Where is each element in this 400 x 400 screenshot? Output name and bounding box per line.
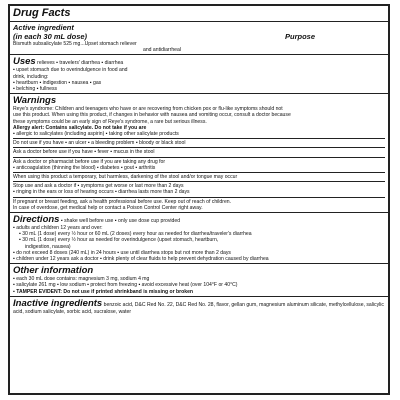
directions-line: ▪ 30 mL (1 dose) every ½ hour or 60 mL (2 doses) every hour as needed for diarrhea/traveler's diarrhea <box>19 231 252 238</box>
uses-line: ▪ belching ▪ fullness <box>13 86 58 93</box>
ask-doctor-line: Ask a doctor before use if you have ▪ fever ▪ mucus in the stool <box>13 149 155 156</box>
pregnancy-line: In case of overdose, get medical help or contact a Poison Control Center right away. <box>13 204 203 211</box>
panel-title: Drug Facts <box>13 7 71 19</box>
directions-line: ▪ shake well before use ▪ only use dose cup provided <box>60 218 181 225</box>
stop-use-line: ▪ ringing in the ears or loss of hearing occurs ▪ diarrhea lasts more than 2 days <box>13 189 190 196</box>
reye-line: these symptoms could be an early sign of Reye's syndrome, a rare but serious illness. <box>13 118 207 125</box>
do-not-use-line: Do not use if you have ▪ an ulcer ▪ a bleeding problem ▪ bloody or black stool <box>13 140 186 147</box>
active-ingredient-line: Bismuth subsalicylate 525 mg...Upset stomach reliever <box>13 41 137 47</box>
other-line: ▪ salicylate 261 mg ▪ low sodium ▪ protect from freezing ▪ avoid excessive heat (over 104°F or 40°C) <box>13 282 238 289</box>
active-heading: Active ingredient <box>13 23 74 32</box>
other-line: ▪ each 30 mL dose contains: magnesium 3 mg, sodium 4 mg <box>13 276 150 283</box>
ask-pharmacist-line: ▪ anticoagulation (thinning the blood) ▪ diabetes ▪ gout ▪ arthritis <box>13 164 156 171</box>
active-ingredient-section <box>13 22 385 54</box>
inactive-heading: Inactive ingredients <box>13 297 103 309</box>
directions-section <box>13 213 385 263</box>
warnings-heading: Warnings <box>13 95 57 107</box>
ask-pharmacist-line: Ask a doctor or pharmacist before use if you are taking any drug for <box>13 158 166 165</box>
drug-facts-panel <box>8 4 390 395</box>
allergy-heading: Allergy alert: Contains salicylate. Do not take if you are <box>13 124 147 131</box>
other-line: ▪ TAMPER EVIDENT: Do not use if printed shrinkband is missing or broken <box>13 288 194 295</box>
directions-line: ▪ 30 mL (1 dose) every ½ hour as needed for overindulgence (upset stomach, heartburn, <box>19 237 219 244</box>
uses-section <box>13 55 385 93</box>
purpose-heading: Purpose <box>284 32 315 41</box>
reye-line: use this product. When using this product, if changes in behavior with nausea and vomiting occur, consult a doctor because <box>13 112 291 119</box>
directions-line: ▪ adults and children 12 years and over: <box>13 225 103 232</box>
directions-line: indigestion, nausea) <box>25 243 71 250</box>
pregnancy-line: If pregnant or breast feeding, ask a health professional before use. Keep out of reach of children. <box>13 198 232 205</box>
warnings-section <box>13 94 385 212</box>
uses-line: ▪ upset stomach due to overindulgence in food and <box>13 67 128 74</box>
directions-line: ▪ children under 12 years ask a doctor ▪ drink plenty of clear fluids to help prevent dehydration caused by diarrhea <box>13 256 269 263</box>
allergy-line: ▪ allergic to salicylates (including aspirin) ▪ taking other salicylate products <box>13 131 179 138</box>
inactive-text: benzoic acid, D&C Red No. 22, D&C Red No. 28, flavor, gellan gum, magnesium aluminum silicate, methylcellulose, salicylic acid, sodium salicylate, sorbic acid, sucralose, water <box>13 301 384 315</box>
uses-line: drink, including: <box>13 73 49 80</box>
active-dose: (in each 30 mL dose) <box>13 32 88 41</box>
uses-heading: Uses <box>13 56 36 68</box>
other-info-section <box>13 264 385 296</box>
reye-line: Reye's syndrome: Children and teenagers who have or are recovering from chicken pox or flu-like symptoms should not <box>13 106 283 113</box>
inactive-section <box>13 297 385 316</box>
purpose-line: and antidiarrheal <box>143 47 181 54</box>
stop-use-line: Stop use and ask a doctor if ▪ symptoms get worse or last more than 2 days <box>13 183 184 190</box>
other-heading: Other information <box>13 265 94 277</box>
directions-heading: Directions <box>13 214 60 226</box>
directions-line: ▪ do not exceed 8 doses (240 mL) in 24 hours ▪ use until diarrhea stops but not more than 2 days <box>13 249 231 256</box>
uses-line: relieves ▪ travelers' diarrhea ▪ diarrhea <box>37 60 124 67</box>
when-using-line: When using this product a temporary, but harmless, darkening of the stool and/or tongue may occur <box>13 174 238 181</box>
uses-line: ▪ heartburn ▪ indigestion ▪ nausea ▪ gas <box>13 79 102 86</box>
